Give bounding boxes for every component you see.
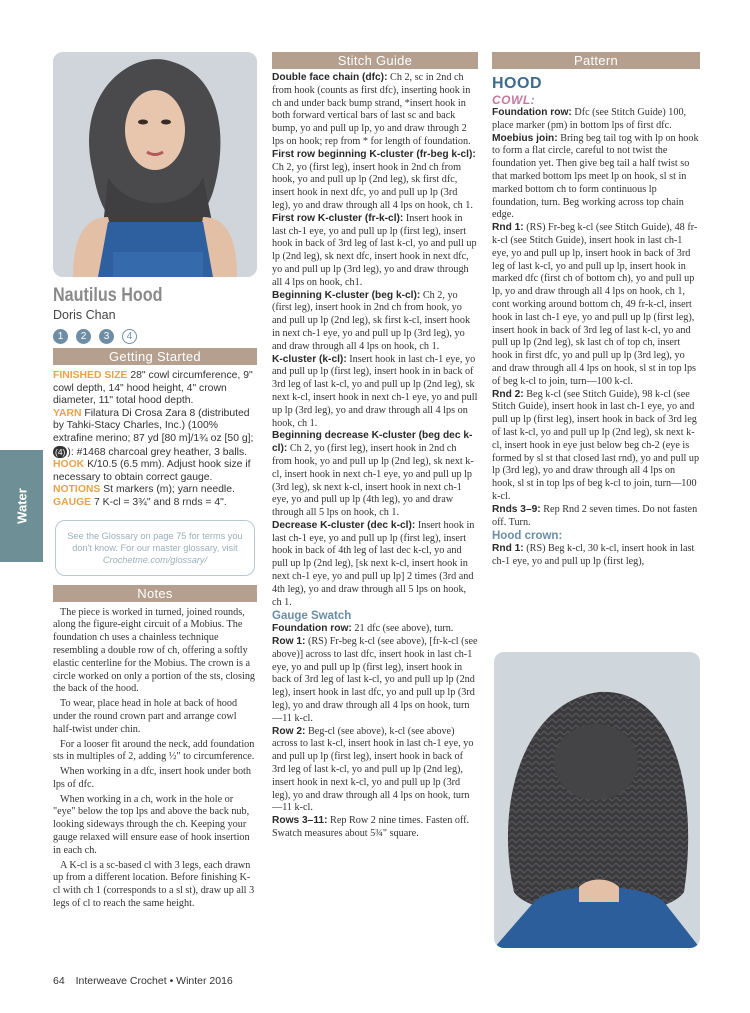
notions-text: St markers (m); yarn needle. [103,484,235,496]
gauge-key: GAUGE [53,496,92,508]
pattern-entry: Moebius join: Bring beg tail tog with lp on hook to form a flat circle, careful to not twist the foundation yet. Then give beg tail a half twist so that marked bottom lps meet lp on hook, sl st in marked bottom ch to form continuous lp foundation, turn. Beg working across top chain edge. [492,132,699,221]
note-paragraph: A K-cl is a sc-based cl with 3 legs, each drawn up from a different location. Before finishing K-cl with ch 1 (corresponds to a sl st), draw up all 3 legs of cl to reach the same height. [53,859,255,910]
hook-text: K/10.5 (6.5 mm). Adjust hook size if necessary to obtain correct gauge. [53,459,251,483]
stitch-entry: First row beginning K-cluster (fr-beg k-cl): Ch 2, yo (first leg), insert hook in 2nd ch from hook, yo and pull up lp (2nd leg), sk first dfc, insert hook in next dfc, yo and pull up lp (3rd leg), yo and draw through all 4 lps on hook, ch 1. [272,148,476,211]
notions-key: NOTIONS [53,484,101,496]
swatch-entry: Foundation row: 21 dfc (see above), turn. [272,623,454,635]
skill-level-3: 3 [99,329,114,344]
swatch-entry: Row 1: (RS) Fr-beg k-cl (see above), [fr-k-cl (see above)] across to last dfc, insert hook in last ch-1 eye, yo and pull up lp (first leg), insert hook in back of 3rd leg of last k-cl, yo and pull up lp (2nd leg), insert hook in last dfc, yo and pull up lp (3rd leg), yo and draw through all 4 lps on hook, turn—11 k-cl. [272,636,478,724]
notes-heading: Notes [53,585,257,602]
note-paragraph: The piece is worked in turned, joined rounds, along the figure-eight circuit of a Mobius. The foundation ch uses a chainless technique resembling a double row of ch, offering a softly elastic centerline for the Mobius. The crown is a circle worked on only a portion of the sts, closing the back of the hood. [53,606,256,695]
pattern-entry: Foundation row: Dfc (see Stitch Guide) 100, place marker (pm) in bottom lps of first dfc. [492,107,687,131]
skill-level-2: 2 [76,329,91,344]
getting-started-heading: Getting Started [53,348,257,365]
yarn-text-end: ): #1468 charcoal grey heather, 3 balls. [67,446,248,458]
gauge-swatch-heading: Gauge Swatch [272,610,352,623]
pattern-entry: Rnd 2: Beg k-cl (see Stitch Guide), 98 k-cl (see Stitch Guide), insert hook in last ch-1 eye, yo and pull up lp (first leg), insert hook in back of 3rd leg of last k-cl, yo and pull up lp (2nd leg), sk next k-cl, insert hook in eye just below beg ch-2 (eye is formed by sl st that closed last rnd), yo and pull up lp (3rd leg), yo and draw through all 4 lps on hook, sl st in top lps of beg k-cl to join, turn—100 k-cl. [492,388,700,502]
stitch-entry: Beginning K-cluster (beg k-cl): Ch 2, yo (first leg), insert hook in 2nd ch from hook, yo and pull up lp (2nd leg), sk first k-cl, insert hook in next ch-1 eye, yo and pull up lp (3rd leg), yo and draw through all 4 lps on hook, ch 1. [272,289,471,352]
page-number: 64 [53,975,65,987]
side-tab-label: Water [14,488,29,524]
pattern-heading: Pattern [492,52,700,69]
section-side-tab [0,450,43,562]
pattern-entry: Rnds 3–9: Rep Rnd 2 seven times. Do not fasten off. Turn. [492,503,698,528]
hood-back-illustration [494,652,700,948]
note-paragraph: When working in a dfc, insert hook under both lps of dfc. [53,766,251,790]
model-photo-illustration [53,52,257,277]
middle-column [272,52,478,841]
note-paragraph: For a looser fit around the neck, add foundation sts in multiples of 2, adding ½" to circumference. [53,738,255,763]
note-paragraph: To wear, place head in hole at back of hood under the round crown part and arrange cowl half-twist under chin. [53,698,238,735]
swatch-entry: Rows 3–11: Rep Row 2 nine times. Fasten off. [272,815,470,827]
stitch-entry: Beginning decrease K-cluster (beg dec k-cl): Ch 2, yo (first leg), insert hook in 2nd ch from hook, yo and pull up lp (2nd leg), sk next k-cl, insert hook in next ch-1 eye, yo and pull up lp (3rd leg), sk next k-cl, insert hook in next ch-1 eye, yo and pull up lp (4th leg), yo and draw through all 5 lps on hook, ch 1. [272,430,474,519]
stitch-entry: Double face chain (dfc): Ch 2, sc in 2nd ch from hook (counts as first dfc), inserting hook in ch and under back bump strand, *insert hook in both forward vertical bars of last sc and back bump, yo and pull up lp, yo and draw through 2 lps on hook; rep from * for length of foundation. [272,72,471,147]
skill-levels [53,326,257,344]
crown-entry: Rnd 1: (RS) Beg k-cl, 30 k-cl, insert hook in last ch-1 eye, yo and pull up lp (first leg), [492,543,695,567]
getting-started-body [53,370,257,510]
hood-crown-heading: Hood crown: [492,530,563,543]
note-paragraph: When working in a ch, work in the hole or "eye" below the top lps and above the back nub, looking sideways through the ch. Keeping your gauge relaxed will ensure ease of hook insertion in each ch. [53,793,250,856]
magazine-name: Interweave Crochet • Winter 2016 [75,975,233,987]
cowl-heading: COWL: [492,93,536,107]
stitch-entry: K-cluster (k-cl): Insert hook in last ch-1 eye, yo and pull up lp (first leg), insert hook in in back of 3rd leg of last k-cl, yo and pull up lp (2nd leg), sk next k-cl, insert hook in next ch-1 eye, yo and pull up lp (3rd leg), yo and draw through all 4 lps on hook, ch 1. [272,353,478,429]
pattern-title: Nautilus Hood [53,285,163,306]
hook-key: HOOK [53,459,85,471]
notes-body [53,607,257,911]
yarn-weight-icon: (4) [55,446,66,457]
stitch-guide-heading: Stitch Guide [272,52,478,69]
pattern-entry: Rnd 1: (RS) Fr-beg k-cl (see Stitch Guide), 48 fr-k-cl (see Stitch Guide), insert hook in last ch-1 eye, yo and pull up lp, insert hook in back of 3rd leg of last k-cl, yo and pull up lp, insert hook in marked dfc (first ch of bottom ch), yo and pull up lp, yo and draw through all 4 lps on hook, ch 1, cont working around bottom ch, 49 fr-k-cl, insert hook in last ch-1 eye, yo and pull up lp (first leg), insert hook in back of 3rd leg of last k-cl, yo and pull up lp (2nd leg), sk last ch of top ch, insert hook in first dfc, yo and pull up lp (3rd leg), yo and draw through all 4 lps on hook, sl st in top lps of beg k-cl to join, turn—100 k-cl. [492,222,698,387]
hood-back-photo [494,652,700,948]
finished-size-text: 28" cowl circumference, 9" cowl depth, 14" hood height, 4" crown diameter, 11" total hood depth. [53,370,253,407]
finished-size-key: FINISHED SIZE [53,370,128,381]
stitch-guide-body [272,72,478,841]
gauge-text: 7 K-cl = 3¾" and 8 rnds = 4". [94,496,227,508]
glossary-link[interactable]: Crochetme.com/glossary/ [102,554,208,565]
yarn-key: YARN [53,407,82,419]
skill-level-4: 4 [122,329,137,344]
model-photo [53,52,257,277]
swatch-entry: Swatch measures about 5¾" square. [272,828,419,840]
page-footer [53,975,233,987]
glossary-box [55,520,255,576]
glossary-text: See the Glossary on page 75 for terms you don't know. For our master glossary, visit [67,530,243,553]
skill-level-1: 1 [53,329,68,344]
right-column [492,52,700,569]
stitch-entry: Decrease K-cluster (dec k-cl): Insert hook in last ch-1 eye, yo and pull up lp (first leg), insert hook in back of 4th leg of last dec k-cl, yo and pull up lp (2nd leg), [sk next k-cl, insert hook in next ch-1 eye, yo and pull up lp] 2 times (3rd and 4th leg), yo and draw through all 5 lps on hook, ch 1. [272,519,475,608]
yarn-text: Filatura Di Crosa Zara 8 (distributed by Tahki-Stacy Charles, Inc.) (100% extrafine merino; 87 yd [80 m]/1¾ oz [50 g]; [53,407,254,444]
swatch-entry: Row 2: Beg-cl (see above), k-cl (see above) across to last k-cl, insert hook in last ch-1 eye, yo and pull up lp (first leg), insert hook in back of 3rd leg of last k-cl, yo and pull up lp (2nd leg), insert hook in next k-cl, yo and pull up lp (3rd leg), yo and draw through all 4 lps on hook, turn—11 k-cl. [272,725,474,814]
left-column [53,52,257,913]
pattern-author: Doris Chan [53,308,116,322]
stitch-entry: First row K-cluster (fr-k-cl): Insert hook in last ch-1 eye, yo and pull up lp (first leg), insert hook in back of 3rd leg of last k-cl, yo and pull up lp (2nd leg), sk next dfc, insert hook in next dfc, yo and pull up lp (3rd leg), yo and draw through all 4 lps on hook, ch1. [272,212,477,288]
hood-heading: HOOD [492,75,542,92]
pattern-body [492,107,700,569]
